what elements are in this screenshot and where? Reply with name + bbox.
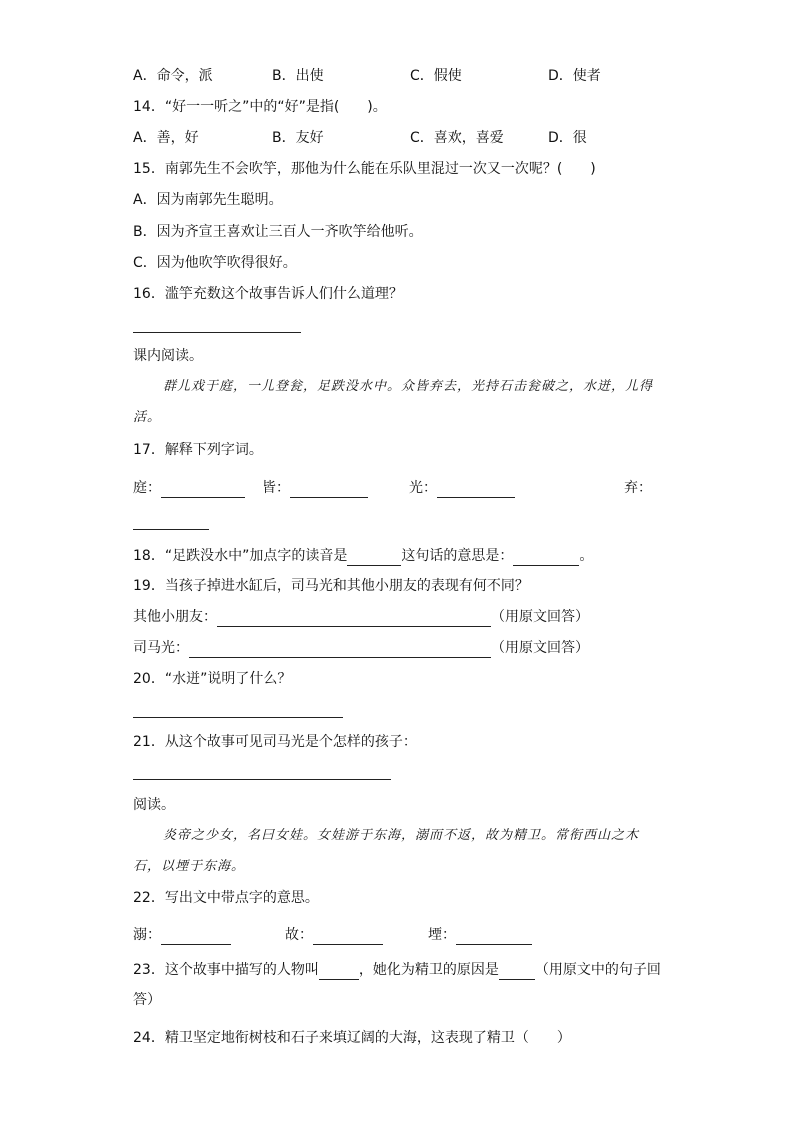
section2-passage-line1: 炎帝之少女，名曰女娃。女娃游于东海，溺而不返，故为精卫。常衔西山之木 [163,828,640,843]
q16-stem: 16．滥竽充数这个故事告诉人们什么道理？ [133,286,403,302]
q20-answer-line[interactable] [133,717,343,718]
q17-field-jie-blank[interactable] [290,481,368,498]
q13-option-a: A．命令，派 [133,68,213,84]
q15-option-c: C．因为他吹竽吹得很好。 [133,255,297,271]
q22-field-gu [285,925,383,945]
q19-row-simaguang-label: 司马光： [133,640,189,656]
section2-title: 阅读。 [133,797,175,813]
q19-row-others-blank[interactable] [217,610,491,627]
q15-option-b: B．因为齐宣王喜欢让三百人一齐吹竽给他听。 [133,224,423,240]
q18-line [133,546,593,566]
q22-field-gu-blank[interactable] [313,928,383,945]
q20-stem: 20．“水迸”说明了什么？ [133,671,292,687]
q24-stem: 24．精卫坚定地衔树枝和石子来填辽阔的大海，这表现了精卫（ ） [133,1030,571,1046]
q14-stem: 14．“好一一听之”中的“好”是指( )。 [133,99,387,115]
q22-field-ni-label: 溺： [133,927,161,943]
q19-row-simaguang-hint: （用原文回答） [491,640,589,656]
q23-line1 [133,960,661,980]
section1-passage-line2: 活。 [133,410,162,425]
q16-answer-line[interactable] [133,332,301,333]
section1-passage-line1: 群儿戏于庭，一儿登瓮，足跌没水中。众皆弃去，光持石击瓮破之，水迸，儿得 [163,379,654,394]
q17-field-jie [262,478,368,498]
q22-stem: 22．写出文中带点字的意思。 [133,890,319,906]
q23-part2: ，她化为精卫的原因是 [358,962,499,978]
q19-row-simaguang-blank[interactable] [189,641,491,658]
q17-field-jie-label: 皆： [262,480,290,496]
q17-field-ting-blank[interactable] [161,481,245,498]
q17-field-qi-blank[interactable] [133,529,209,530]
section2-passage-line2: 石，以堙于东海。 [133,859,246,874]
q22-field-gu-label: 故： [285,927,313,943]
q22-field-ni [133,925,231,945]
q19-row-others-label: 其他小朋友： [133,609,217,625]
q18-meaning-blank[interactable] [513,549,579,566]
q13-option-d: D．使者 [548,68,601,84]
q17-field-guang-label: 光： [409,480,437,496]
q18-part2: 这句话的意思是： [401,548,514,564]
q22-field-yin-blank[interactable] [456,928,532,945]
q19-row-others [133,607,589,627]
q17-field-guang-blank[interactable] [437,481,515,498]
q23-line2: 答） [133,992,161,1008]
q13-option-b: B．出使 [272,68,324,84]
q17-field-guang [409,478,515,498]
q23-name-blank[interactable] [319,963,359,980]
q15-stem: 15．南郭先生不会吹竽，那他为什么能在乐队里混过一次又一次呢？( ) [133,161,596,177]
q21-answer-line[interactable] [133,779,391,780]
q23-reason-blank[interactable] [499,963,535,980]
q17-field-ting [133,478,245,498]
q18-part1: 18．“足跌没水中”加点字的读音是 [133,548,348,564]
q14-option-a: A．善，好 [133,130,199,146]
q14-option-b: B．友好 [272,130,324,146]
section1-title: 课内阅读。 [133,348,203,364]
q14-option-c: C．喜欢，喜爱 [410,130,504,146]
q17-stem: 17．解释下列字词。 [133,442,263,458]
q22-field-ni-blank[interactable] [161,928,231,945]
q14-option-d: D．很 [548,130,587,146]
q18-reading-blank[interactable] [347,549,401,566]
q19-row-simaguang [133,638,589,658]
q17-field-ting-label: 庭： [133,480,161,496]
q23-part1: 23．这个故事中描写的人物叫 [133,962,319,978]
q18-part3: 。 [579,548,594,564]
q17-field-qi-label: 弃： [624,480,652,496]
q21-stem: 21．从这个故事可见司马光是个怎样的孩子： [133,734,417,750]
q19-stem: 19．当孩子掉进水缸后，司马光和其他小朋友的表现有何不同？ [133,578,529,594]
q15-option-a: A．因为南郭先生聪明。 [133,192,283,208]
q19-row-others-hint: （用原文回答） [491,609,589,625]
q23-part3: （用原文中的句子回 [534,962,661,978]
q22-field-yin [428,925,532,945]
q22-field-yin-label: 堙： [428,927,456,943]
q13-option-c: C．假使 [410,68,462,84]
